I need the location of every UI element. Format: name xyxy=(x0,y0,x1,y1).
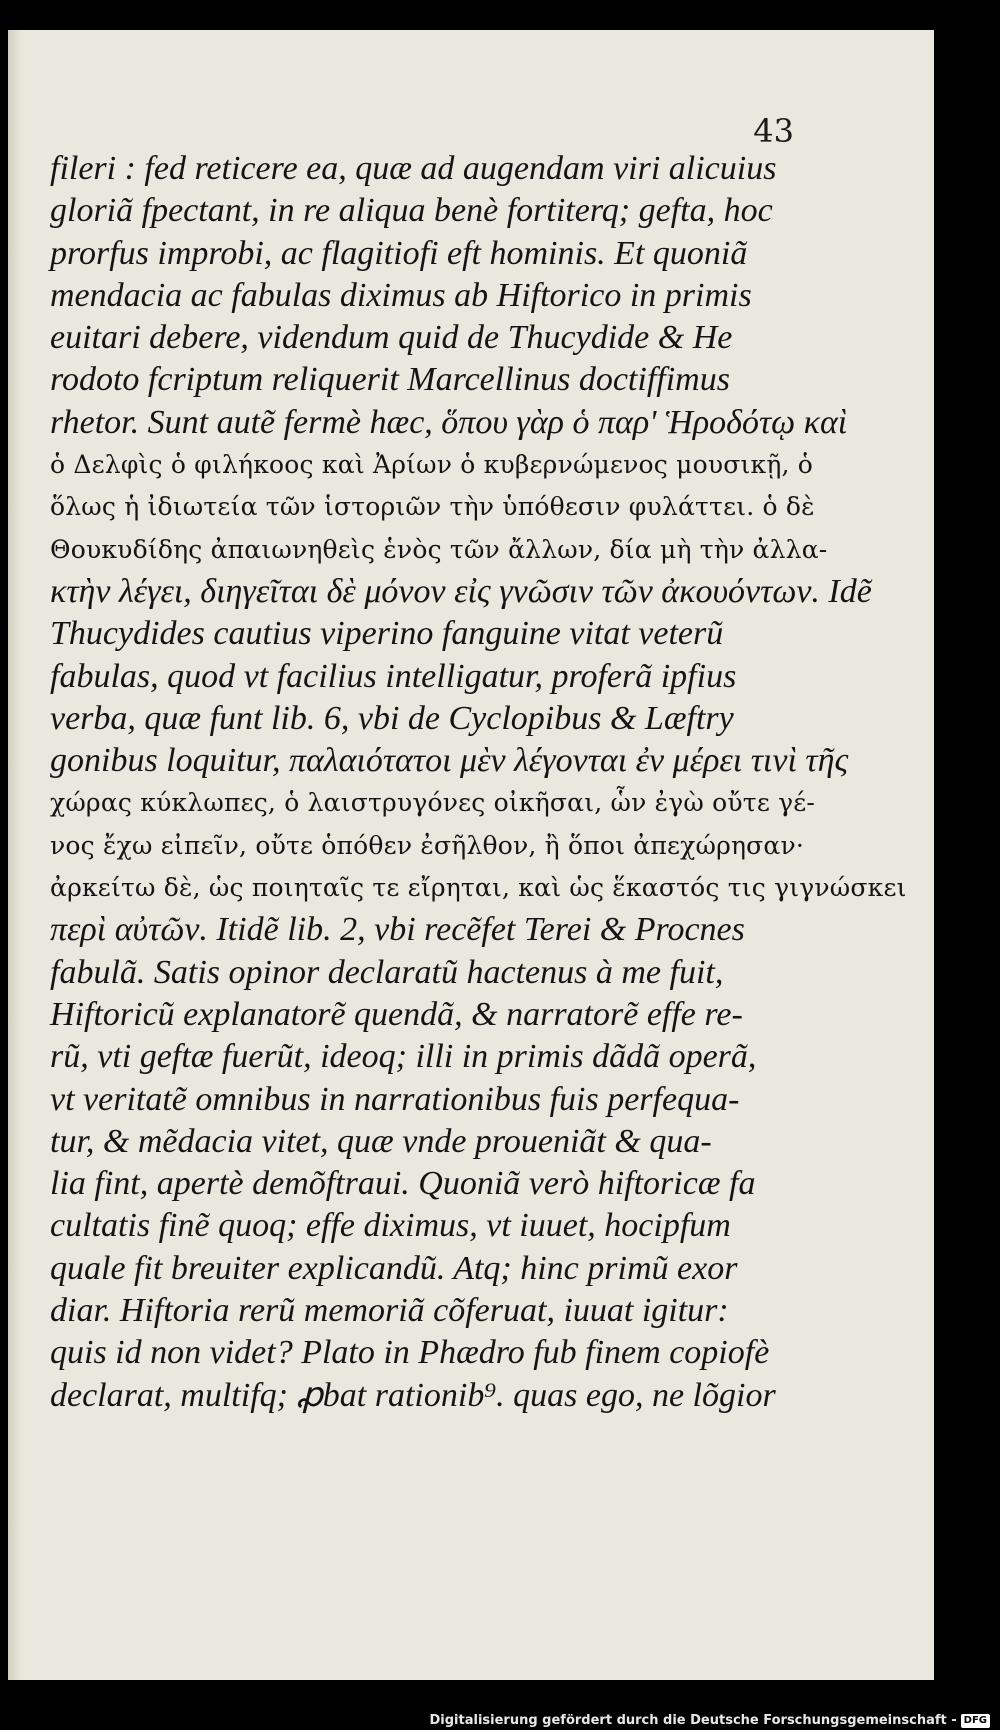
text-line: diar. Hiftoria rerũ memoriã cõferuat, iuuat igitur: xyxy=(50,1292,729,1330)
text-line: prorfus improbi, ac flagitiofi eft hominis. Et quoniã xyxy=(50,234,748,272)
text-line: gonibus loquitur, παλαιότατοι μὲν λέγονται ἐν μέρει τινὶ τῆς xyxy=(50,742,849,780)
text-line: fileri : fed reticere ea, quæ ad augendam viri alicuius xyxy=(50,150,777,187)
text-line: mendacia ac fabulas diximus ab Hiftorico in primis xyxy=(50,276,752,314)
text-line: rhetor. Sunt autẽ fermè hæc, ὅπου γὰρ ὁ παρ' Ἡροδότῳ καὶ xyxy=(50,403,848,441)
text-line: declarat, multifq; ꝓbat rationib⁹. quas ego, ne lõgior xyxy=(50,1376,776,1414)
text-line: cultatis finẽ quoq; effe diximus, vt iuuet, hocipfum xyxy=(50,1207,731,1245)
text-line: Hiftoricũ explanatorẽ quendã, & narratorẽ effe re- xyxy=(50,995,743,1033)
text-line: κτὴν λέγει, διηγεῖται δὲ μόνον εἰς γνῶσιν τῶν ἀκουόντων. Idẽ xyxy=(50,572,872,610)
greek-text-line: ὁ Δελφὶς ὁ φιλήκοος καὶ Ἀρίων ὁ κυβερνώμενος μουσικῇ, ὁ xyxy=(50,450,814,480)
dfg-logo-icon: DFG xyxy=(961,1714,990,1728)
greek-text-line: ἀρκείτω δὲ, ὡς ποιηταῖς τε εἴρηται, καὶ ὡς ἕκαστός τις γιγνώσκει xyxy=(50,873,907,903)
body-text xyxy=(50,148,907,1417)
text-line: vt veritatẽ omnibus in narrationibus fuis perfequa- xyxy=(50,1080,740,1118)
text-line: quis id non videt? Plato in Phædro fub finem copiofè xyxy=(50,1334,770,1372)
text-line: tur, & mẽdacia vitet, quæ vnde proueniãt & qua- xyxy=(50,1122,712,1160)
text-line: rũ, vti geftæ fuerũt, ideoq; illi in primis dãdã operã, xyxy=(50,1038,757,1076)
text-line: lia fint, apertè demõftraui. Quoniã verò hiftoricæ fa xyxy=(50,1165,756,1203)
greek-text-line: νος ἔχω εἰπεῖν, οὔτε ὁπόθεν ἐσῆλθον, ἢ ὅποι ἀπεχώρησαν· xyxy=(50,830,805,860)
text-line: fabulã. Satis opinor declaratũ hactenus à me fuit, xyxy=(50,953,724,991)
greek-text-line: χώρας κύκλωπες, ὁ λαιστρυγόνες οἰκῆσαι, ὧν ἐγὼ οὔτε γέ- xyxy=(50,788,816,818)
text-line: fabulas, quod vt facilius intelligatur, proferã ipfius xyxy=(50,657,737,695)
text-line: quale fit breuiter explicandũ. Atq; hinc primũ exor xyxy=(50,1249,738,1287)
text-line: verba, quæ funt lib. 6, vbi de Cyclopibus & Læftry xyxy=(50,699,734,737)
digitization-credit xyxy=(430,1713,991,1728)
page-number: 43 xyxy=(753,112,794,150)
book-page xyxy=(8,30,934,1680)
text-line: gloriã fpectant, in re aliqua benè fortiterq; gefta, hoc xyxy=(50,192,773,230)
text-line: rodoto fcriptum reliquerit Marcellinus doctiffimus xyxy=(50,361,730,399)
text-line: περὶ αὐτῶν. Itidẽ lib. 2, vbi recẽfet Terei & Procnes xyxy=(50,911,745,949)
text-line: euitari debere, videndum quid de Thucydide & He xyxy=(50,319,733,357)
greek-text-line: Θουκυδίδης ἀπαιωνηθεὶς ἑνὸς τῶν ἄλλων, δία μὴ τὴν ἀλλα- xyxy=(50,534,828,564)
page-edge xyxy=(8,30,22,1680)
greek-text-line: ὅλως ἡ ἰδιωτεία τῶν ἱστοριῶν τὴν ὑπόθεσιν φυλάττει. ὁ δὲ xyxy=(50,492,815,522)
text-line: Thucydides cautius viperino fanguine vitat veterũ xyxy=(50,615,724,653)
credit-text: Digitalisierung gefördert durch die Deutsche Forschungsgemeinschaft - xyxy=(429,1713,957,1728)
